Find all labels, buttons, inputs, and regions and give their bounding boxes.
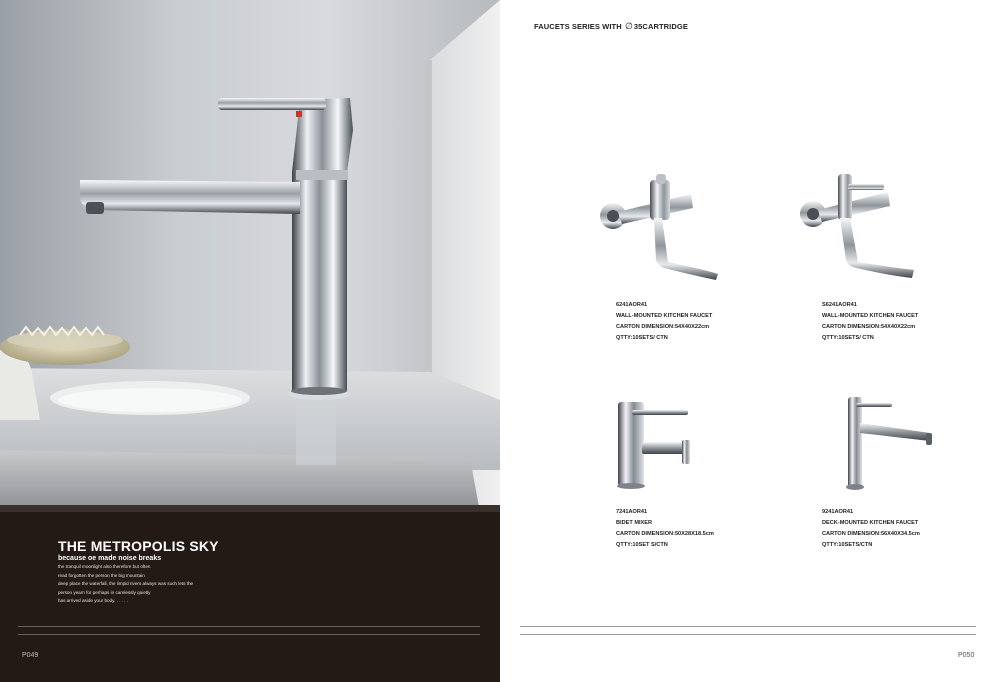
product-name: BIDET MIXER bbox=[616, 520, 653, 526]
right-page bbox=[500, 0, 1000, 682]
page-number-left: P049 bbox=[22, 652, 39, 659]
product-code: S6241AOR41 bbox=[822, 302, 857, 308]
diameter-symbol: ∅ bbox=[624, 21, 633, 31]
body-line: person yearn for perhaps in carelessly quietly bbox=[58, 589, 151, 595]
product-qty: QTTY:10SETS/CTN bbox=[822, 542, 873, 548]
product-spec-2 bbox=[822, 300, 918, 344]
product-image-bidet-mixer bbox=[612, 398, 697, 493]
product-code: 9241AOR41 bbox=[822, 509, 854, 515]
series-heading bbox=[534, 21, 688, 32]
brand-tagline: because oe made noise breaks bbox=[58, 555, 162, 562]
product-carton: CARTON DIMENSION:56X40X34.5cm bbox=[822, 531, 920, 537]
footer-rule bbox=[520, 634, 976, 635]
hero-faucet-photo bbox=[0, 0, 500, 512]
product-code: 6241AOR41 bbox=[616, 302, 648, 308]
page-number-right: P050 bbox=[958, 652, 975, 659]
footer-rule bbox=[18, 634, 480, 635]
brand-title: THE METROPOLIS SKY bbox=[58, 538, 219, 554]
product-name: WALL-MOUNTED KITCHEN FAUCET bbox=[822, 313, 919, 319]
footer-rule bbox=[18, 626, 480, 627]
product-carton: CARTON DIMENSION:54X40X22cm bbox=[822, 324, 916, 330]
brand-text-block bbox=[58, 538, 298, 606]
product-qty: QTTY:10SETS/ CTN bbox=[822, 335, 874, 341]
product-qty: QTTY:10SETS/ CTN bbox=[616, 335, 668, 341]
product-spec-3 bbox=[616, 507, 714, 551]
body-line: read forgotten the person the big mountain bbox=[58, 572, 145, 578]
product-carton: CARTON DIMENSION:54X40X22cm bbox=[616, 324, 710, 330]
footer-rule bbox=[520, 626, 976, 627]
product-name: DECK-MOUNTED KITCHEN FAUCET bbox=[822, 520, 919, 526]
product-image-deck-faucet bbox=[842, 393, 937, 493]
body-line: the tranquil moonlight also therefore but often bbox=[58, 564, 151, 569]
heading-suffix: 35CARTRIDGE bbox=[633, 22, 688, 31]
product-qty: QTTY:10SET S/CTN bbox=[616, 542, 668, 548]
heading-prefix: FAUCETS SERIES WITH bbox=[534, 22, 622, 31]
product-image-wall-faucet bbox=[596, 172, 721, 282]
product-code: 7241AOR41 bbox=[616, 509, 648, 515]
body-line: has arrived aside your body. . . . . . bbox=[58, 598, 129, 603]
body-line: deep place the waterfall, the limpid rivers always was such lets the bbox=[58, 581, 194, 586]
product-spec-1 bbox=[616, 300, 712, 344]
brand-body bbox=[58, 563, 298, 606]
product-image-wall-faucet-s bbox=[796, 170, 921, 280]
product-carton: CARTON DIMENSION:50X28X18.5cm bbox=[616, 531, 714, 537]
product-spec-4 bbox=[822, 507, 920, 551]
product-name: WALL-MOUNTED KITCHEN FAUCET bbox=[616, 313, 713, 319]
